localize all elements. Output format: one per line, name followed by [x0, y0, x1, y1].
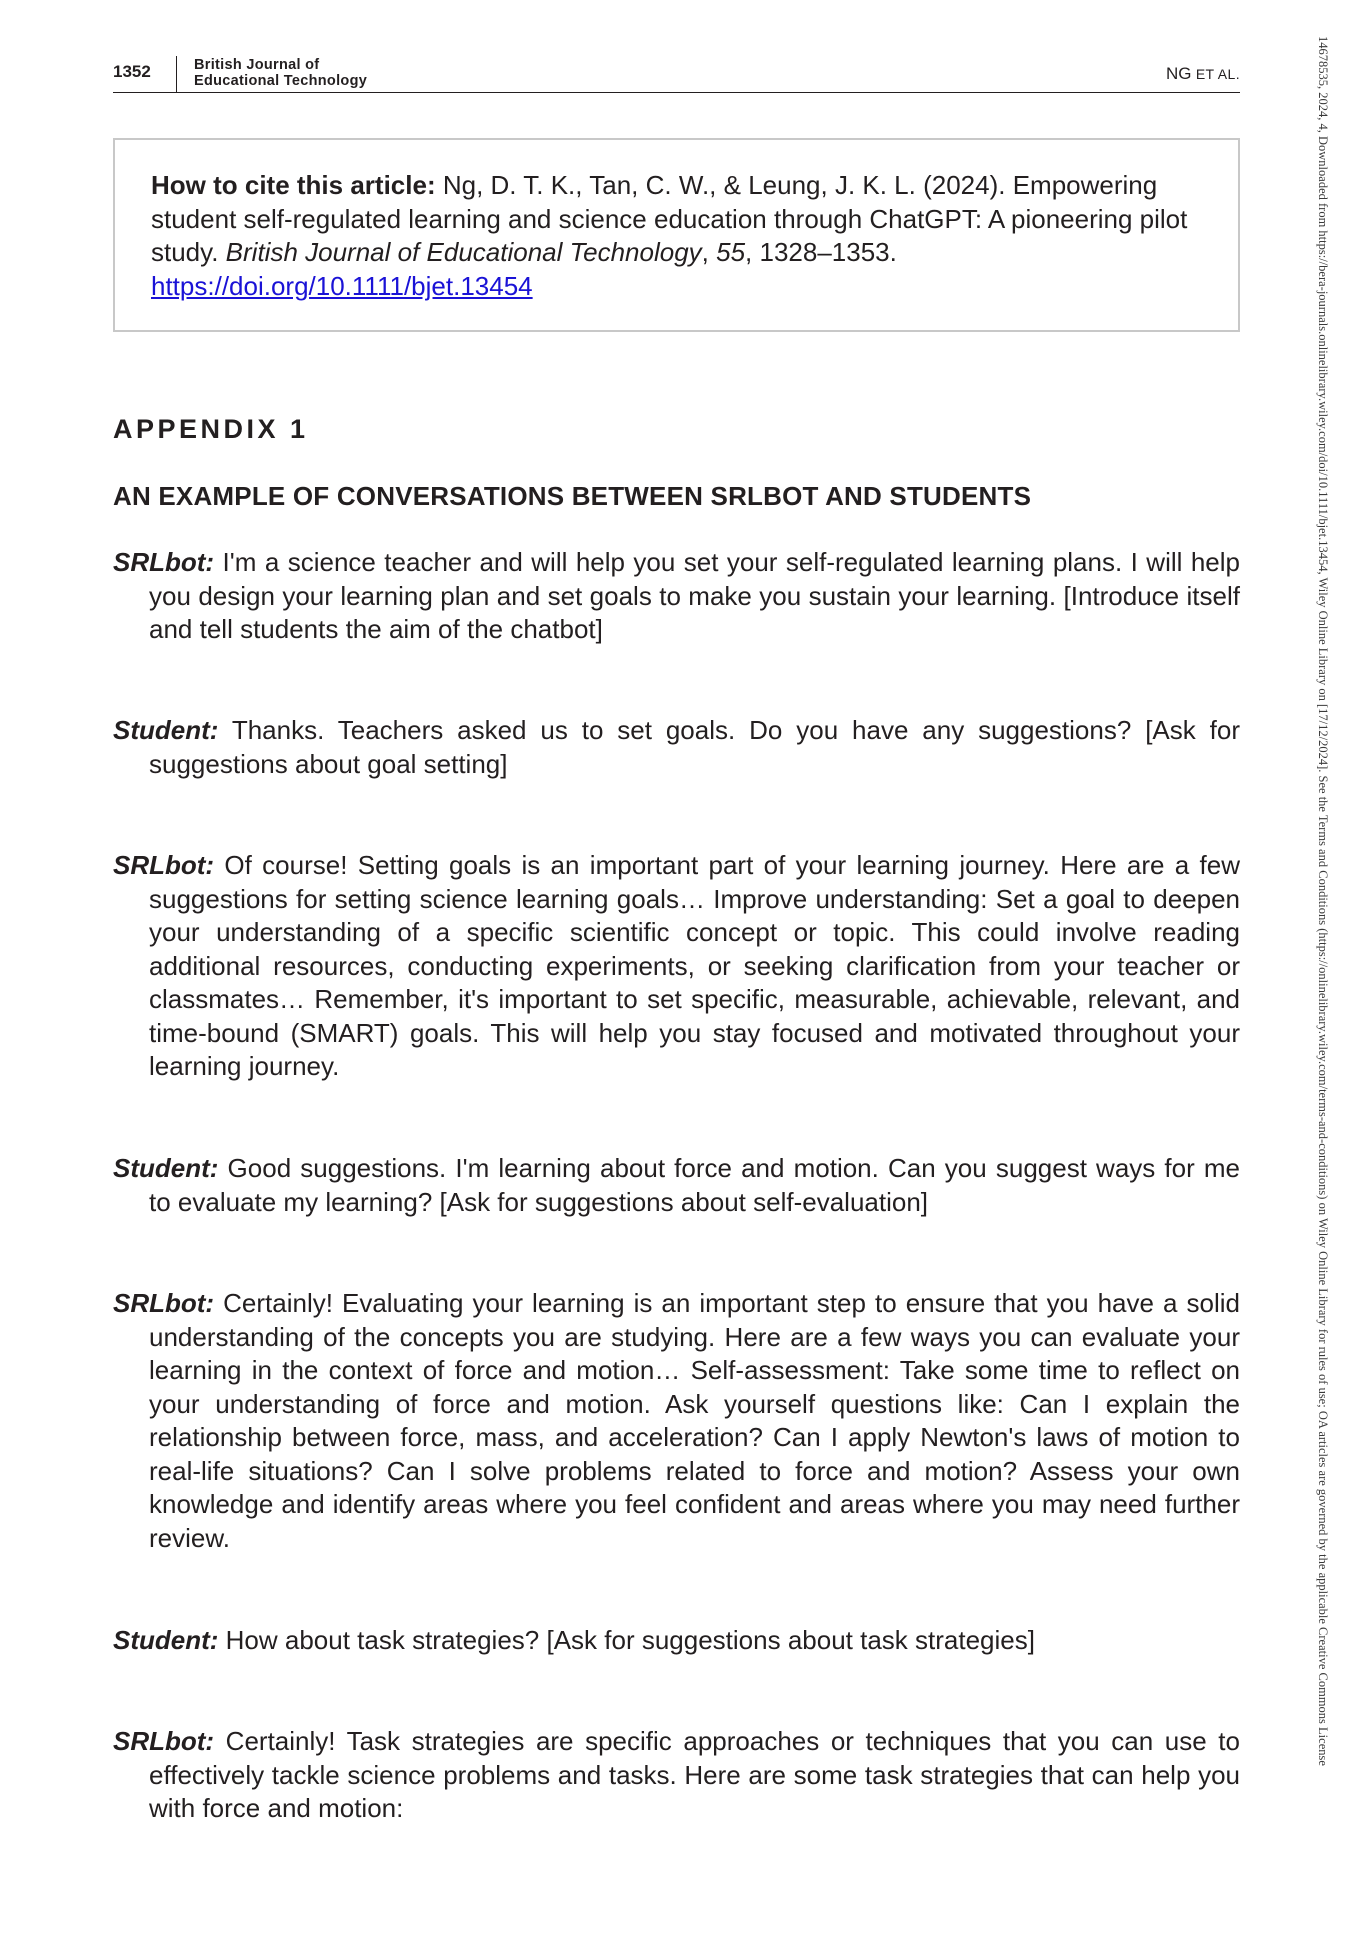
speaker-label: SRLbot: — [113, 1288, 215, 1318]
section-title: AN EXAMPLE OF CONVERSATIONS BETWEEN SRLBOT AND STUDENTS — [113, 481, 1032, 511]
journal-name-line2: Educational Technology — [194, 73, 368, 89]
download-notice: 14678535, 2024, 4, Downloaded from https://bera-journals.onlinelibrary.wiley.com/doi/10.1111/bjet.13454, Wiley Online Library on [17/12/2024]. See the Terms and Conditions (https://onlinelibrary.wiley.com/terms-and-conditions) on Wiley Online Library for rules of use; OA articles are governed by the applicable Creative Commons License — [1316, 36, 1330, 1766]
turn-text: Of course! Setting goals is an important part of your learning journey. Here are a few suggestions for setting science learning goals… Improve understanding: Set a goal to deepen your understanding of a specific scientific concept or topic. This could involve reading additional resources, conducting experiments, or seeking clarification from your teacher or classmates… Remember, it's important to set specific, measurable, achievable, relevant, and time-bound (SMART) goals. This will help you stay focused and motivated throughout your learning journey. — [149, 850, 1240, 1081]
speaker-label: Student: — [113, 1153, 219, 1183]
citation-box — [113, 138, 1240, 332]
running-header — [113, 56, 1240, 94]
speaker-label: SRLbot: — [113, 547, 215, 577]
turn-text: Thanks. Teachers asked us to set goals. Do you have any suggestions? [Ask for suggestions about goal setting] — [149, 715, 1240, 779]
turn-text: How about task strategies? [Ask for suggestions about task strategies] — [218, 1625, 1035, 1655]
speaker-label: SRLbot: — [113, 1726, 215, 1756]
citation-label: How to cite this article: — [151, 170, 436, 200]
page-number: 1352 — [113, 62, 151, 81]
turn-text: Good suggestions. I'm learning about force and motion. Can you suggest ways for me to evaluate my learning? [Ask for suggestions about self-evaluation] — [149, 1153, 1240, 1217]
journal-name — [194, 57, 367, 89]
citation-journal: British Journal of Educational Technology — [225, 237, 702, 267]
conversation-turn — [113, 546, 1240, 647]
authors-main: NG — [1166, 64, 1192, 83]
speaker-label: Student: — [113, 715, 219, 745]
turn-text: Certainly! Task strategies are specific approaches or techniques that you can use to effectively tackle science problems and tasks. Here are some task strategies that can help you with force and motion: — [149, 1726, 1240, 1823]
conversation-turn — [113, 714, 1240, 781]
turn-text: I'm a science teacher and will help you set your self-regulated learning plans. I will help you design your learning plan and set goals to make you sustain your learning. [Introduce itself and tell students the aim of the chatbot] — [149, 547, 1240, 644]
conversation-turn — [113, 1624, 1240, 1658]
citation-text: Ng, D. T. K., Tan, C. W., & Leung, J. K. L. (2024). Empowering student self-regulated learning and science education through ChatGPT: A pioneering pilot study. — [151, 170, 1188, 267]
turn-text: Certainly! Evaluating your learning is an important step to ensure that you have a solid understanding of the concepts you are studying. Here are a few ways you can evaluate your learning in the context of force and motion… Self-assessment: Take some time to reflect on your understanding of force and motion. Ask yourself questions like: Can I explain the relationship between force, mass, and acceleration? Can I apply Newton's laws of motion to real-life situations? Can I solve problems related to force and motion? Assess your own knowledge and identify areas where you feel confident and areas where you may need further review. — [149, 1288, 1240, 1553]
doi-link[interactable]: https://doi.org/10.1111/bjet.13454 — [151, 270, 533, 301]
appendix-title: APPENDIX 1 — [113, 414, 309, 444]
header-rule — [113, 92, 1240, 93]
conversation-turn — [113, 1152, 1240, 1219]
authors-suffix: ET AL. — [1191, 66, 1240, 82]
journal-name-line1: British Journal of — [194, 57, 320, 73]
running-authors — [1166, 64, 1240, 84]
citation-pages: , 1328–1353. — [745, 237, 897, 267]
citation-volume: 55 — [716, 237, 746, 267]
citation-sep: , — [701, 237, 717, 267]
header-divider — [176, 56, 177, 92]
speaker-label: SRLbot: — [113, 850, 215, 880]
conversation-turn — [113, 1725, 1240, 1826]
speaker-label: Student: — [113, 1625, 219, 1655]
conversation-turn — [113, 1287, 1240, 1555]
conversation-turn — [113, 849, 1240, 1084]
